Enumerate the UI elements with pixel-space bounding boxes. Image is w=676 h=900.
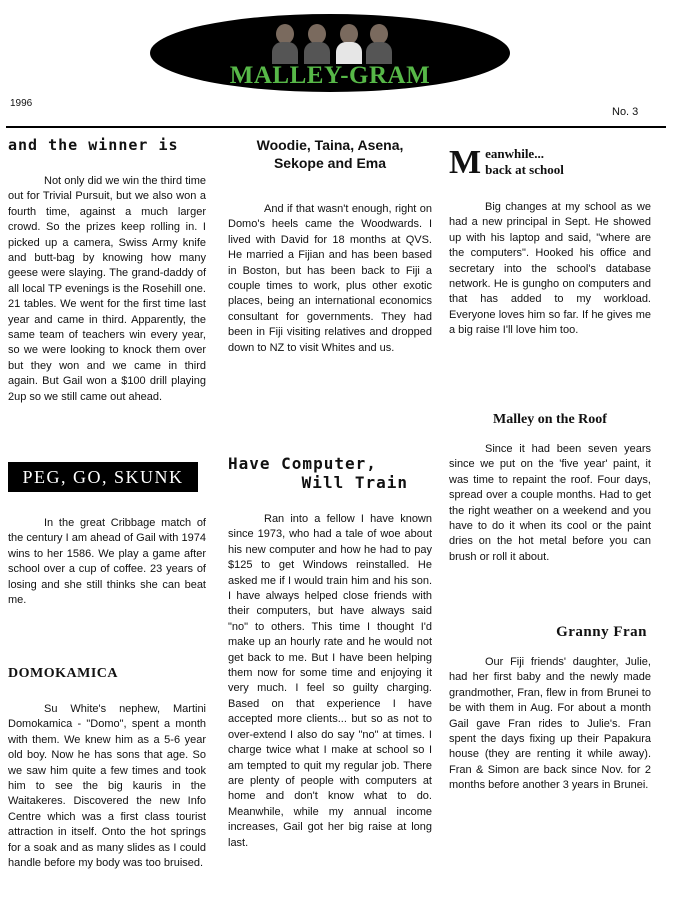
photo-person <box>336 24 362 64</box>
article-woodwards <box>228 136 432 356</box>
masthead <box>150 4 510 94</box>
photo-person <box>272 24 298 64</box>
photo-person <box>366 24 392 64</box>
article-cribbage <box>8 516 206 608</box>
article-heading: DOMOKAMICA <box>8 666 118 681</box>
article-body: Not only did we win the third time out for Trivial Pursuit, but we also won a fourth time, against a much larger crowd. So the prizes keep rolling in. I picked up a camera, Swiss Army knife and butt-bag by knowing how many geese were slaying. The grand-daddy of all local TP evenings is the Rosehill one. 21 tables. We went for the first time last year and came in third. Apparently, the same team of teachers win every year, so we were looking to knock them over but they won and we came in third again. But Gail won a $100 drill playing 2up so we still came out ahead. <box>8 175 206 403</box>
newsletter-title: MALLEY-GRAM <box>229 62 431 89</box>
article-heading: Woodie, Taina, Asena, <box>256 137 404 153</box>
article-winner <box>8 136 206 405</box>
article-heading: Have Computer, <box>228 454 377 473</box>
article-meanwhile <box>449 146 651 339</box>
article-heading-banner: PEG, GO, SKUNK <box>8 462 198 492</box>
article-domokamica <box>8 666 206 871</box>
family-photo <box>268 18 398 64</box>
article-heading: Malley on the Roof <box>493 412 607 427</box>
article-body: And if that wasn't enough, right on Domo's heels came the Woodwards. I lived with David for 18 months at QVS. He married a Fijian and has been based in Boston, but has been back to Fiji a couple times to work, plus other exotic places, being an international economics consultant for governments. They had been in Fiji visiting relatives and dropped down to NZ to visit Whites and us. <box>228 203 432 354</box>
article-heading: Will Train <box>301 473 408 492</box>
article-roof <box>449 412 651 565</box>
photo-person <box>304 24 330 64</box>
article-body: Our Fiji friends' daughter, Julie, had her first baby and the newly made grandmother, Fran, flew in from Brunei to be with them in Aug. For about a month Gail gave Fran rides to Julie's. Fran spent the days fixing up their Papakura house (they are renting it while away). Fran & Simon are back since Nov. for 2 months before another 3 years in Brunei. <box>449 656 651 792</box>
header-rule <box>6 126 666 128</box>
article-body: Ran into a fellow I have known since 1973, who had a tale of woe about his new computer and how he had to pay $125 to get Windows reinstalled. He asked me if I would train him and his son. I have always helped close friends with their computers, but have always said "no" to others. This time I thought I'd make up an hourly rate and he would not get back to me. But I have been helping them now for some time and enjoying it very much. I feel so guilty charging. Based on that experience I have accepted more clients... but so as not to over-extend I also do say "no" at times. I charge twice what I make at school so I am tempted to quit my regular job. There are plenty of people with computers at home and don't know what to do. Meanwhile, while my annual income increases, Gail got her big raise at long last. <box>228 513 432 849</box>
article-heading: Sekope and Ema <box>273 155 387 171</box>
article-granny-fran <box>449 624 651 794</box>
heading-line: eanwhile... <box>485 146 544 161</box>
issue-year: 1996 <box>10 98 33 109</box>
article-body: Since it had been seven years since we put on the 'five year' paint, it was time to repaint the roof. Four days, spread over a couple months. Had to get the right weather on a weekend and you have to do it when its cool or the paint dries on the hot metal before you can brush or roll it about. <box>449 443 651 563</box>
drop-cap: M <box>449 146 482 180</box>
article-heading <box>449 146 651 180</box>
article-computer <box>228 454 432 851</box>
article-heading: Granny Fran <box>556 624 647 640</box>
article-heading: and the winner is <box>8 136 179 154</box>
issue-number: No. 3 <box>612 106 639 118</box>
article-body: Su White's nephew, Martini Domokamica - "Domo", spent a month with them. We knew him as a 5-6 year old boy. Now he has sons that age. So we saw him quite a few times and took him to see the big kauris in the Waitakeres. Discovered the new Info Centre which was a first class tourist attraction in itself. Onto the hot springs for a soak and as many slides as I could handle before my body was too bruised. <box>8 703 206 870</box>
heading-line: back at school <box>485 162 564 177</box>
article-body: In the great Cribbage match of the century I am ahead of Gail with 1974 wins to her 1586. We play a game after school over a cup of coffee. 23 years of losing and she still thinks she can beat me. <box>8 517 206 607</box>
article-body: Big changes at my school as we had a new principal in Sept. He showed up with his laptop and said, "where are the computers". Hooked his office and secretary into the school's database network. He is gungho on computers and that has added to my workload. Everyone loves him so far. If he gives me a big raise I'll love him too. <box>449 201 651 337</box>
